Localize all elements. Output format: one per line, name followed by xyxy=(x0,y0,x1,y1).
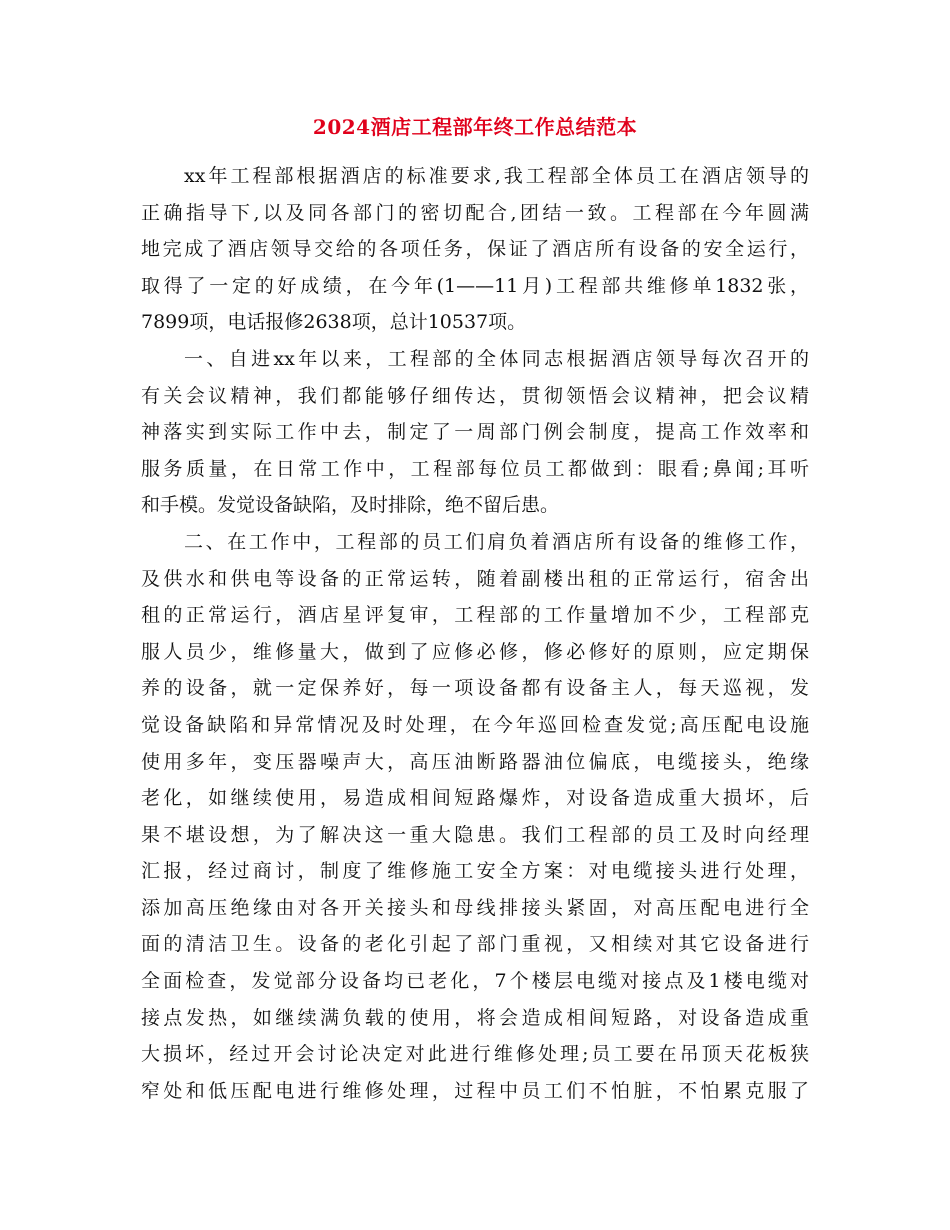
text-line: 服人员少，维修量大，做到了应修必修，修必修好的原则，应定期保 xyxy=(141,640,809,663)
text-line: 正确指导下,以及同各部门的密切配合,团结一致。工程部在今年圆满 xyxy=(141,201,809,224)
text-line: 二、在工作中，工程部的员工们肩负着酒店所有设备的维修工作， xyxy=(184,530,809,553)
text-line: 养的设备，就一定保养好，每一项设备都有设备主人，每天巡视，发 xyxy=(141,677,809,700)
text-line: 果不堪设想，为了解决这一重大隐患。我们工程部的员工及时向经理 xyxy=(141,823,809,846)
text-line: 接点发热，如继续满负载的使用，将会造成相间短路，对设备造成重 xyxy=(141,1006,809,1029)
text-line: 服务质量，在日常工作中，工程部每位员工都做到：眼看;鼻闻;耳听 xyxy=(141,457,809,480)
text-line: 窄处和低压配电进行维修处理，过程中员工们不怕脏，不怕累克服了 xyxy=(141,1079,809,1102)
text-line: 汇报，经过商讨，制度了维修施工安全方案：对电缆接头进行处理， xyxy=(141,860,809,883)
paragraph-2 xyxy=(141,341,809,524)
document-body xyxy=(141,158,809,1109)
document-title: 2024酒店工程部年终工作总结范本 xyxy=(312,115,638,139)
paragraph-3 xyxy=(141,524,809,1110)
text-line: 使用多年，变压器噪声大，高压油断路器油位偏底，电缆接头，绝缘 xyxy=(141,750,809,773)
text-line: 租的正常运行，酒店星评复审，工程部的工作量增加不少，工程部克 xyxy=(141,604,809,627)
text-line: 大损坏，经过开会讨论决定对此进行维修处理;员工要在吊顶天花板狭 xyxy=(141,1043,809,1066)
text-line: 添加高压绝缘由对各开关接头和母线排接头紧固，对高压配电进行全 xyxy=(141,896,809,919)
paragraph-1 xyxy=(141,158,809,341)
text-line: 面的清洁卫生。设备的老化引起了部门重视，又相续对其它设备进行 xyxy=(141,933,809,956)
text-line: 全面检查，发觉部分设备均已老化，7个楼层电缆对接点及1楼电缆对 xyxy=(141,970,809,993)
text-line: 7899项，电话报修2638项，总计10537项。 xyxy=(141,311,527,334)
text-line: xx年工程部根据酒店的标准要求,我工程部全体员工在酒店领导的 xyxy=(184,165,809,187)
text-line: 地完成了酒店领导交给的各项任务，保证了酒店所有设备的安全运行， xyxy=(141,238,809,261)
text-line: 一、自进xx年以来，工程部的全体同志根据酒店领导每次召开的 xyxy=(184,347,809,370)
text-line: 有关会议精神，我们都能够仔细传达，贯彻领悟会议精神，把会议精 xyxy=(141,384,809,407)
text-line: 老化，如继续使用，易造成相间短路爆炸，对设备造成重大损坏，后 xyxy=(141,787,809,810)
text-line: 及供水和供电等设备的正常运转，随着副楼出租的正常运行，宿舍出 xyxy=(141,567,809,590)
text-line: 取得了一定的好成绩，在今年(1——11月)工程部共维修单1832张， xyxy=(141,274,809,297)
text-line: 觉设备缺陷和异常情况及时处理，在今年巡回检查发觉;高压配电设施 xyxy=(141,713,809,736)
text-line: 神落实到实际工作中去，制定了一周部门例会制度，提高工作效率和 xyxy=(141,421,809,444)
text-line: 和手模。发觉设备缺陷，及时排除，绝不留后患。 xyxy=(141,494,560,517)
